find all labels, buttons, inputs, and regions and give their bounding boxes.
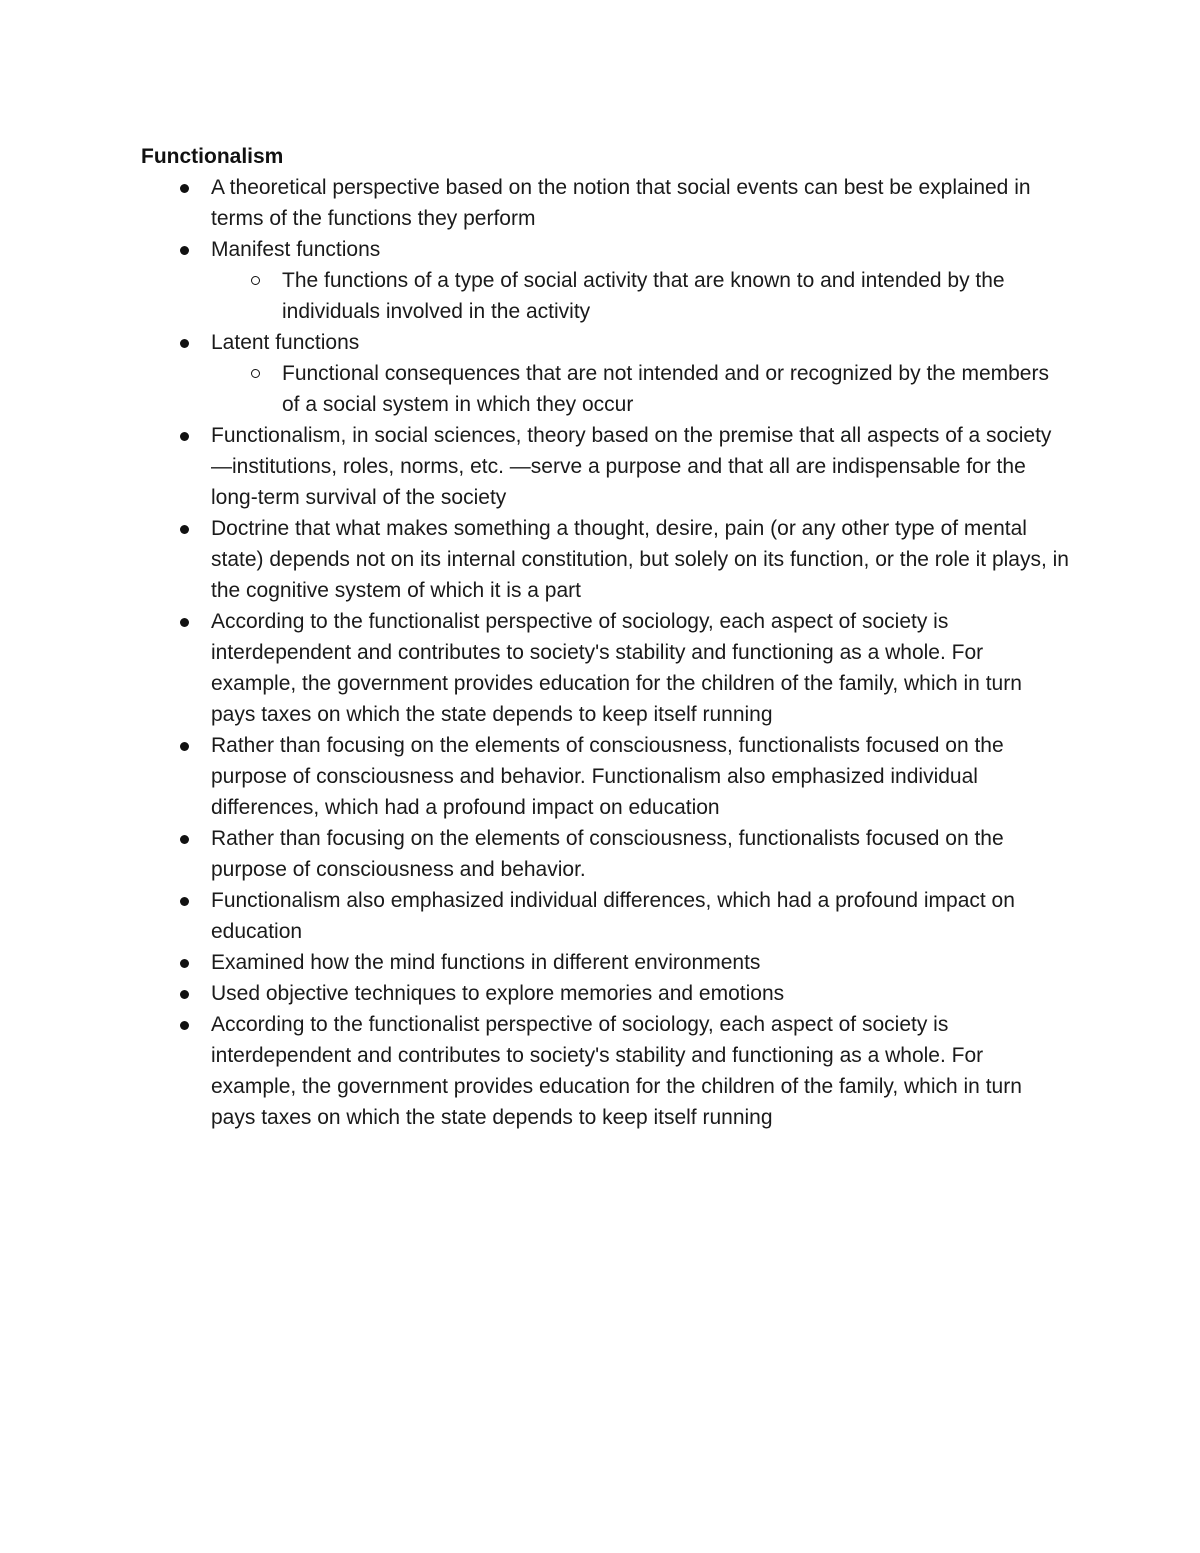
hollow-bullet-icon [251, 369, 260, 378]
list-item [141, 978, 1071, 1009]
bullet-dot-icon [180, 897, 189, 906]
bullet-dot-icon [180, 618, 189, 627]
list-item-text: Functionalism also emphasized individual differences, which had a profound impact on education [211, 889, 1015, 943]
list-item [141, 234, 1071, 327]
list-item-text: A theoretical perspective based on the notion that social events can best be explained in terms of the functions they perform [211, 176, 1031, 230]
bullet-dot-icon [180, 432, 189, 441]
list-item-text: Latent functions [211, 331, 360, 354]
list-item-text: Examined how the mind functions in different environments [211, 951, 761, 974]
list-item-text: Functionalism, in social sciences, theory based on the premise that all aspects of a society—institutions, roles, norms, etc. —serve a purpose and that all are indispensable for the long-term survival of the society [211, 424, 1052, 509]
bullet-dot-icon [180, 990, 189, 999]
hollow-bullet-icon [251, 276, 260, 285]
list-item [141, 513, 1071, 606]
list-item [141, 1009, 1071, 1133]
list-item [141, 885, 1071, 947]
list-item [141, 420, 1071, 513]
list-item-text: Rather than focusing on the elements of consciousness, functionalists focused on the purpose of consciousness and behavior. Functionalism also emphasized individual differences, which had a profound impact on education [211, 734, 1004, 819]
sub-list-item-text: Functional consequences that are not intended and or recognized by the members of a social system in which they occur [282, 362, 1049, 416]
list-item [141, 606, 1071, 730]
list-item [141, 730, 1071, 823]
list-item [141, 947, 1071, 978]
sub-list-item-text: The functions of a type of social activity that are known to and intended by the individuals involved in the activity [282, 269, 1005, 323]
bullet-dot-icon [180, 246, 189, 255]
list-item-text: Manifest functions [211, 238, 381, 261]
sub-list-item [211, 358, 1071, 420]
bullet-dot-icon [180, 339, 189, 348]
sub-list [211, 358, 1071, 420]
list-item-text: According to the functionalist perspective of sociology, each aspect of society is interdependent and contributes to society's stability and functioning as a whole. For example, the government provides education for the children of the family, which in turn pays taxes on which the state depends to keep itself running [211, 1013, 1022, 1129]
list-item-text: Doctrine that what makes something a thought, desire, pain (or any other type of mental state) depends not on its internal constitution, but solely on its function, or the role it plays, in the cognitive system of which it is a part [211, 517, 1069, 602]
bullet-dot-icon [180, 184, 189, 193]
list-item [141, 823, 1071, 885]
document-title: Functionalism [141, 145, 284, 168]
bullet-dot-icon [180, 525, 189, 534]
list-item [141, 327, 1071, 420]
list-item [141, 172, 1071, 234]
bullet-dot-icon [180, 1021, 189, 1030]
sub-list-item [211, 265, 1071, 327]
bullet-dot-icon [180, 835, 189, 844]
bullet-dot-icon [180, 959, 189, 968]
document-content [141, 141, 1071, 1133]
list-item-text: Rather than focusing on the elements of consciousness, functionalists focused on the purpose of consciousness and behavior. [211, 827, 1004, 881]
sub-list [211, 265, 1071, 327]
list-item-text: According to the functionalist perspective of sociology, each aspect of society is interdependent and contributes to society's stability and functioning as a whole. For example, the government provides education for the children of the family, which in turn pays taxes on which the state depends to keep itself running [211, 610, 1022, 726]
bullet-list [141, 172, 1071, 1133]
bullet-dot-icon [180, 742, 189, 751]
list-item-text: Used objective techniques to explore memories and emotions [211, 982, 785, 1005]
